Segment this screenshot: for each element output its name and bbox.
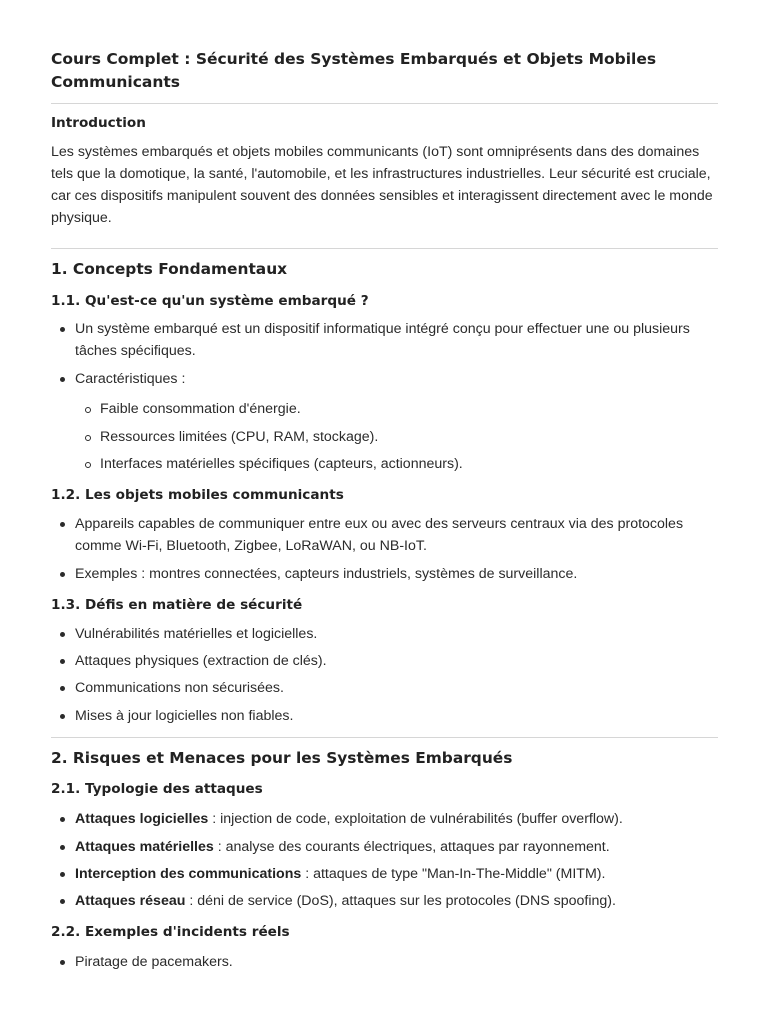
list-item bbox=[75, 836, 718, 858]
subsection-1-3-heading: 1.3. Défis en matière de sécurité bbox=[51, 597, 303, 613]
list-item-text: Caractéristiques : bbox=[75, 371, 186, 387]
bullet-icon bbox=[60, 632, 65, 637]
introduction-heading: Introduction bbox=[51, 115, 146, 131]
sub-list-item bbox=[100, 453, 718, 475]
list-item-term: Attaques matérielles bbox=[75, 839, 214, 855]
list-item-text: : attaques de type "Man-In-The-Middle" (MITM). bbox=[301, 866, 606, 882]
list-item-text: Communications non sécurisées. bbox=[75, 680, 284, 696]
list-item-text: Interfaces matérielles spécifiques (capteurs, actionneurs). bbox=[100, 456, 463, 472]
section-divider-2 bbox=[51, 737, 718, 738]
bullet-icon bbox=[60, 872, 65, 877]
list-item bbox=[75, 368, 718, 390]
list-item bbox=[75, 951, 718, 973]
section-2-heading: 2. Risques et Menaces pour les Systèmes Embarqués bbox=[51, 749, 513, 767]
list-item-text: Exemples : montres connectées, capteurs industriels, systèmes de surveillance. bbox=[75, 566, 578, 582]
bullet-icon bbox=[60, 686, 65, 691]
bullet-icon bbox=[60, 899, 65, 904]
subsection-2-2-heading: 2.2. Exemples d'incidents réels bbox=[51, 924, 290, 940]
list-item bbox=[75, 808, 718, 830]
introduction-text: Les systèmes embarqués et objets mobiles communicants (IoT) sont omniprésents dans des domaines tels que la domotique, la santé, l'automobile, et les infrastructures industrielles. Leur sécurité est cruciale, car ces dispositifs manipulent souvent des données sensibles et interagissent directement avec le monde physique. bbox=[51, 144, 713, 226]
title-divider bbox=[51, 103, 718, 104]
bullet-icon bbox=[60, 522, 65, 527]
section-1-heading: 1. Concepts Fondamentaux bbox=[51, 260, 288, 278]
list-item-text: : analyse des courants électriques, attaques par rayonnement. bbox=[213, 839, 610, 855]
subsection-1-2-heading: 1.2. Les objets mobiles communicants bbox=[51, 487, 344, 503]
circle-bullet-icon bbox=[85, 462, 91, 468]
list-item-term: Attaques logicielles bbox=[75, 811, 209, 827]
list-item-text: Appareils capables de communiquer entre eux ou avec des serveurs centraux via des protocoles comme Wi-Fi, Bluetooth, Zigbee, LoRaWAN, ou NB-IoT. bbox=[75, 516, 684, 554]
list-item-text: Vulnérabilités matérielles et logicielles. bbox=[75, 626, 318, 642]
list-item bbox=[75, 863, 718, 885]
bullet-icon bbox=[60, 659, 65, 664]
bullet-icon bbox=[60, 714, 65, 719]
list-item bbox=[75, 513, 718, 557]
document-title: Cours Complet : Sécurité des Systèmes Embarqués et Objets Mobiles Communicants bbox=[51, 50, 657, 91]
circle-bullet-icon bbox=[85, 435, 91, 441]
sub-list-item bbox=[100, 426, 718, 448]
list-item-term: Interception des communications bbox=[75, 866, 302, 882]
list-item bbox=[75, 677, 718, 699]
list-item-text: : injection de code, exploitation de vulnérabilités (buffer overflow). bbox=[208, 811, 623, 827]
sub-list-item bbox=[100, 398, 718, 420]
bullet-icon bbox=[60, 377, 65, 382]
list-item-text: Un système embarqué est un dispositif informatique intégré conçu pour effectuer une ou plusieurs tâches spécifiques. bbox=[75, 321, 690, 359]
list-item-text: Attaques physiques (extraction de clés). bbox=[75, 653, 327, 669]
bullet-icon bbox=[60, 817, 65, 822]
bullet-icon bbox=[60, 572, 65, 577]
list-item-term: Attaques réseau bbox=[75, 893, 186, 909]
list-item bbox=[75, 318, 718, 362]
list-item bbox=[75, 705, 718, 727]
list-item bbox=[75, 623, 718, 645]
subsection-1-1-heading: 1.1. Qu'est-ce qu'un système embarqué ? bbox=[51, 293, 369, 309]
circle-bullet-icon bbox=[85, 407, 91, 413]
bullet-icon bbox=[60, 327, 65, 332]
list-item bbox=[75, 563, 718, 585]
section-divider-1 bbox=[51, 248, 718, 249]
bullet-icon bbox=[60, 845, 65, 850]
bullet-icon bbox=[60, 960, 65, 965]
list-item-text: Faible consommation d'énergie. bbox=[100, 401, 301, 417]
list-item bbox=[75, 650, 718, 672]
list-item-text: Ressources limitées (CPU, RAM, stockage). bbox=[100, 429, 379, 445]
list-item-text: Mises à jour logicielles non fiables. bbox=[75, 708, 294, 724]
list-item bbox=[75, 890, 718, 912]
list-item-text: : déni de service (DoS), attaques sur les protocoles (DNS spoofing). bbox=[185, 893, 616, 909]
subsection-2-1-heading: 2.1. Typologie des attaques bbox=[51, 781, 263, 797]
list-item-text: Piratage de pacemakers. bbox=[75, 954, 233, 970]
